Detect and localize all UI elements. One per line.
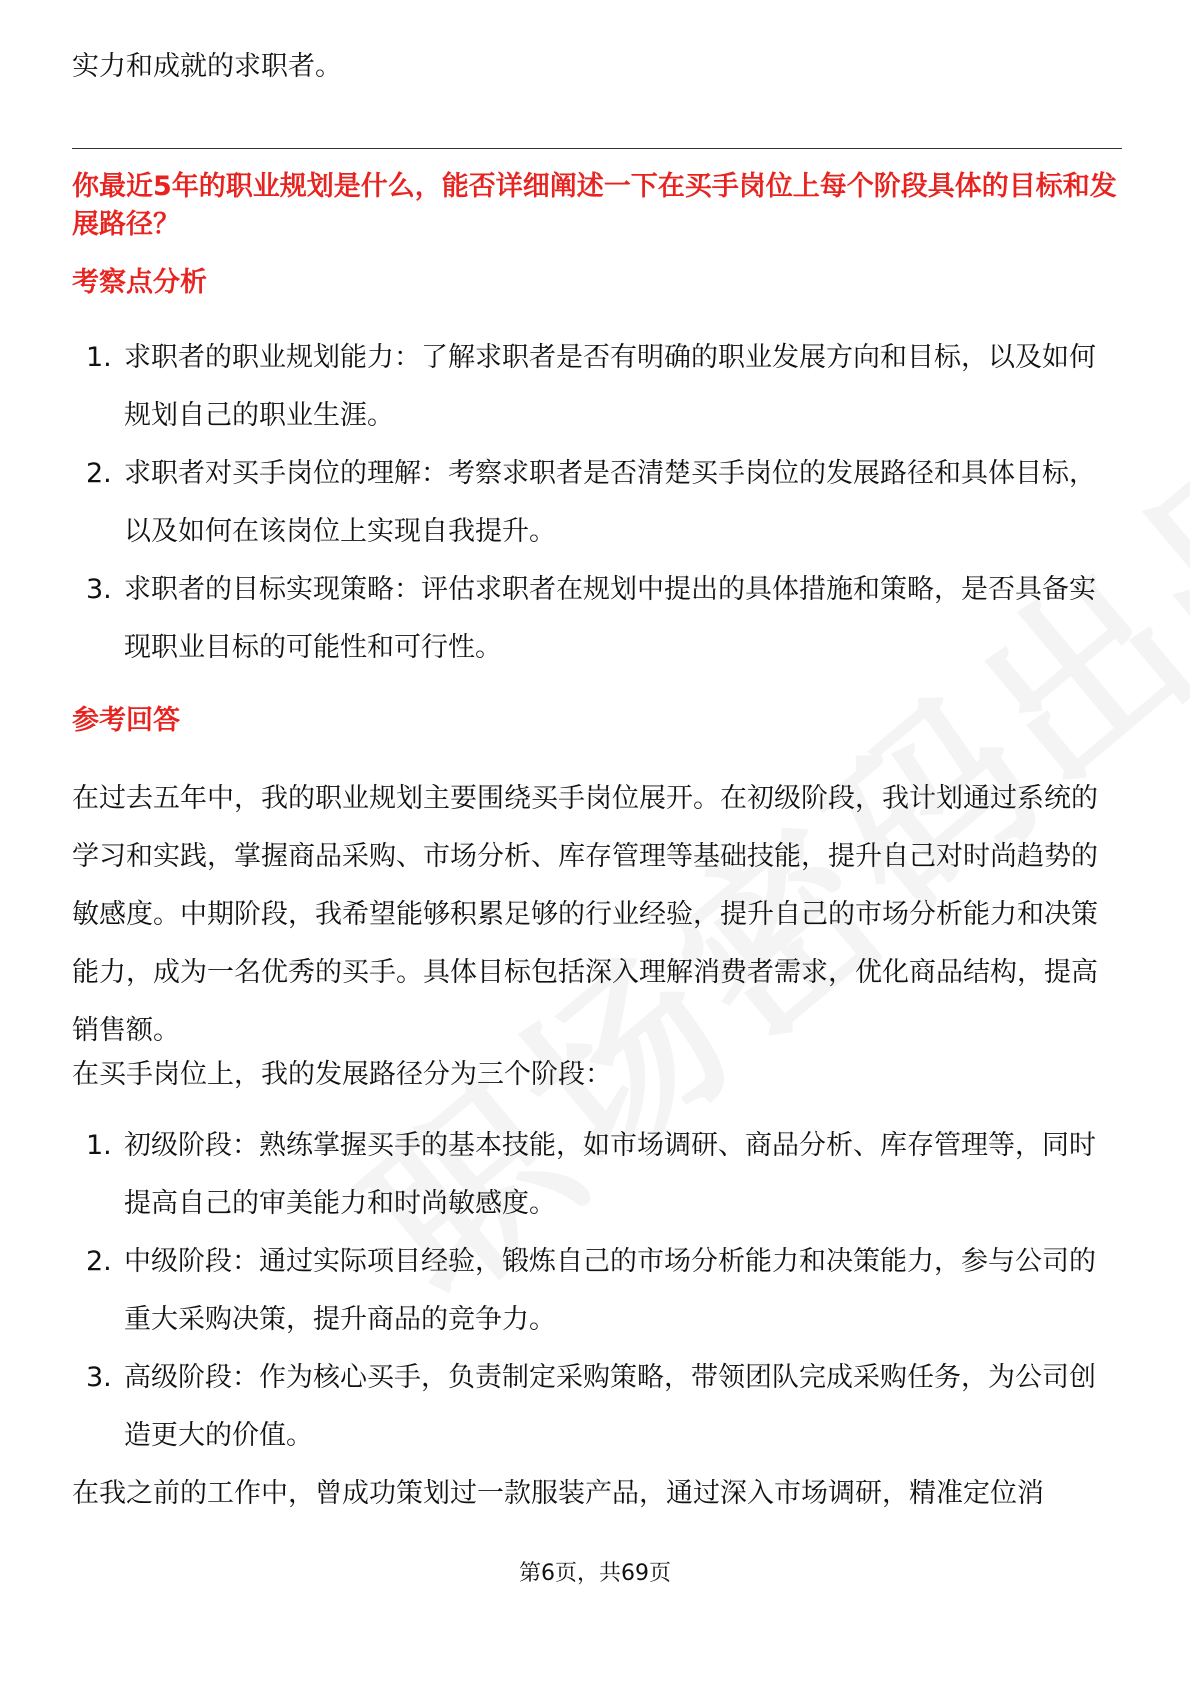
- analysis-item: [72, 561, 1122, 677]
- list-number: 3.: [86, 574, 112, 605]
- list-number: 2.: [86, 1246, 112, 1277]
- list-item-text: 求职者的职业规划能力：了解求职者是否有明确的职业发展方向和目标，以及如何规划自己的职业生涯。: [124, 342, 1096, 431]
- list-number: 2.: [86, 458, 112, 489]
- list-item-text: 中级阶段：通过实际项目经验，锻炼自己的市场分析能力和决策能力，参与公司的重大采购决策，提升商品的竞争力。: [124, 1246, 1096, 1335]
- analysis-heading: 考察点分析: [72, 267, 207, 298]
- list-number: 1.: [86, 1130, 112, 1161]
- list-item-text: 求职者的目标实现策略：评估求职者在规划中提出的具体措施和策略，是否具备实现职业目标的可能性和可行性。: [124, 574, 1096, 663]
- list-item-text: 求职者对买手岗位的理解：考察求职者是否清楚买手岗位的发展路径和具体目标，以及如何在该岗位上实现自我提升。: [124, 458, 1096, 547]
- question-title: 你最近5年的职业规划是什么，能否详细阐述一下在买手岗位上每个阶段具体的目标和发展路径？: [72, 171, 1117, 240]
- answer-paragraph-2: 在买手岗位上，我的发展路径分为三个阶段：: [72, 1059, 612, 1090]
- list-item-text: 高级阶段：作为核心买手，负责制定采购策略，带领团队完成采购任务，为公司创造更大的价值。: [124, 1362, 1096, 1451]
- stage-item: [72, 1233, 1122, 1349]
- page-number-footer: 第6页，共69页: [519, 1561, 671, 1586]
- list-item-text: 初级阶段：熟练掌握买手的基本技能，如市场调研、商品分析、库存管理等，同时提高自己的审美能力和时尚敏感度。: [124, 1130, 1096, 1219]
- continued-paragraph: 实力和成就的求职者。: [72, 51, 342, 82]
- answer-paragraph-1: 在过去五年中，我的职业规划主要围绕买手岗位展开。在初级阶段，我计划通过系统的学习和实践，掌握商品采购、市场分析、库存管理等基础技能，提升自己对时尚趋势的敏感度。中期阶段，我希望能够积累足够的行业经验，提升自己的市场分析能力和决策能力，成为一名优秀的买手。具体目标包括深入理解消费者需求，优化商品结构，提高销售额。: [72, 783, 1098, 1046]
- analysis-item: [72, 329, 1122, 445]
- list-number: 3.: [86, 1362, 112, 1393]
- section-divider: [72, 148, 1122, 149]
- analysis-list: [72, 329, 1122, 677]
- stage-item: [72, 1349, 1122, 1465]
- analysis-item: [72, 445, 1122, 561]
- stage-item: [72, 1117, 1122, 1233]
- stages-list: [72, 1117, 1122, 1465]
- answer-paragraph-3: 在我之前的工作中，曾成功策划过一款服装产品，通过深入市场调研，精准定位消: [72, 1478, 1044, 1509]
- list-number: 1.: [86, 342, 112, 373]
- answer-heading: 参考回答: [72, 705, 180, 736]
